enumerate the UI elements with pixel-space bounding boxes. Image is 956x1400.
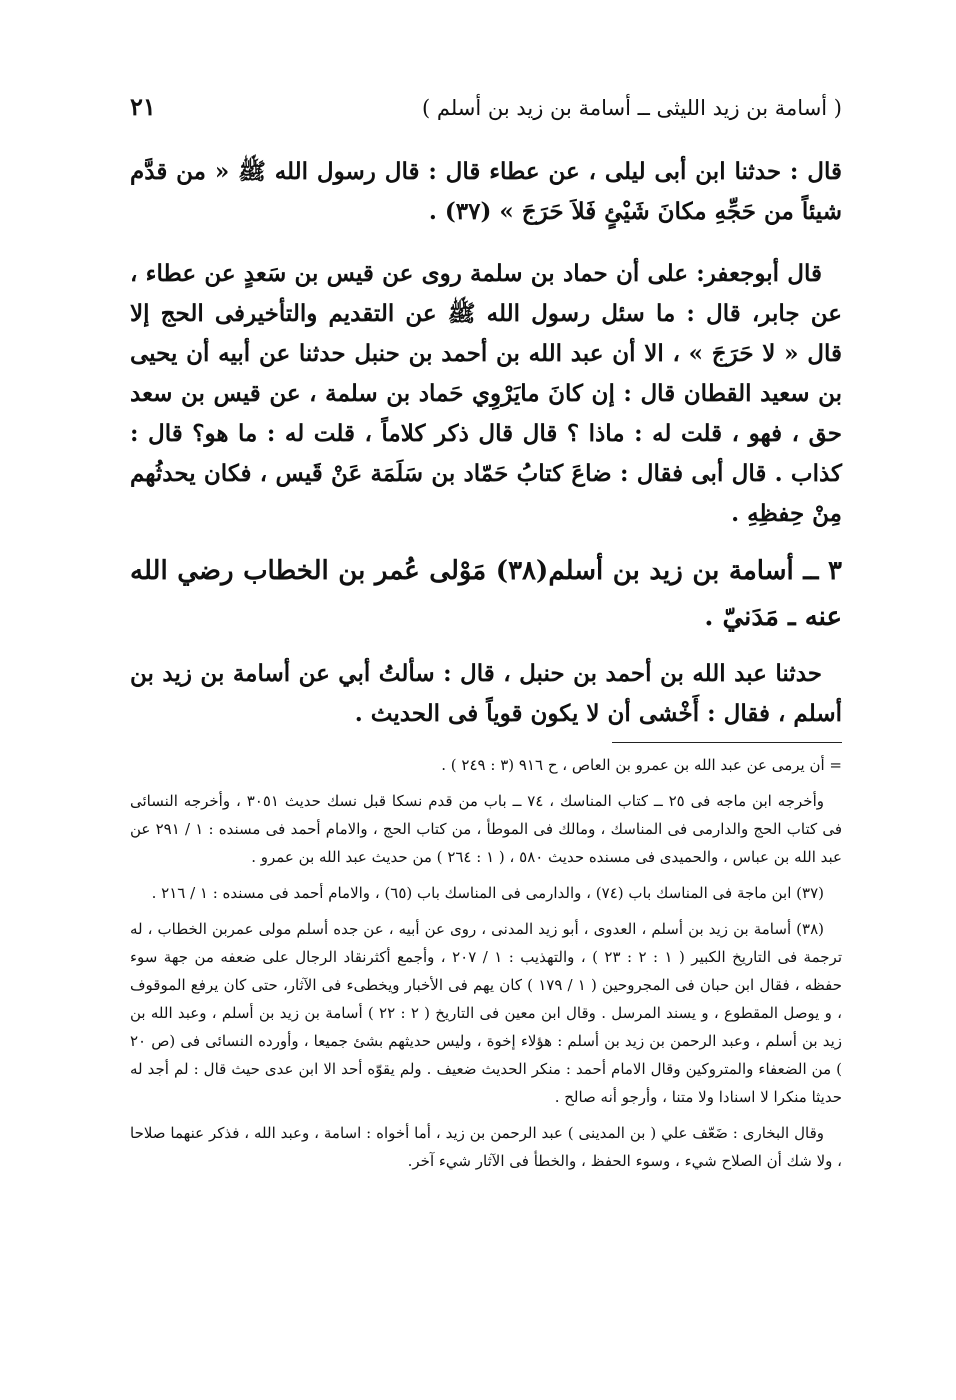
book-page xyxy=(130,92,842,1392)
page-number: ٢١ xyxy=(130,92,156,121)
paragraph-3: حدثنا عبد الله بن أحمد بن حنبل ، قال : سألتُ أبي عن أسامة بن زيد بن أسلم ، فقال : أَخْشى أن لا يكون قوياً فى الحديث . xyxy=(130,660,842,727)
footnote-37: (٣٧) ابن ماجة فى المناسك باب (٧٤) ، والدارمى فى المناسك باب (٦٥) ، والامام أحمد فى مسنده : ١ / ٢١٦ . xyxy=(151,884,824,902)
paragraph-2: قال أبوجعفر: على أن حماد بن سلمة روى عن قيس بن سَعدٍ عن عطاء ، عن جابر، قال : ما سئل رسول الله ﷺ عن التقديم والتأخيرفى الحج إلا قال « لا حَرَجَ » ، الا أن عبد الله بن أحمد بن حنبل حدثنا عن أبيه أن يحيى بن سعيد القطان قال : إن كانَ مايَرْوِي حَماد بن سلمة ، عن قيس بن سعد حق ، فهو ، قلت له : ماذا ؟ قال قال ذكر كلاماً ، قلت له : ما هو؟ قال : كذاب . قال أبى فقال : ضاعَ كتابُ حَمّاد بن سَلَمَة عَنْ قَيس ، فكان يحدثُهم مِنْ حِفظِهِ . xyxy=(130,260,842,527)
section-heading: ٣ ــ أسامة بن زيد بن أسلم(٣٨) مَوْلى عُمر بن الخطاب رضي الله عنه ـ مَدَنيّ . xyxy=(130,556,843,632)
footnote-takhrij: وأخرجه ابن ماجه فى ٢٥ ــ كتاب المناسك ، ٧٤ ــ باب من قدم نسكا قبل نسك حديث ٣٠٥١ ، وأخرجه النسائى فى كتاب الحج والدارمى فى المناسك ، ومالك فى الموطأ ، من كتاب الحج ، والامام أحمد فى مسنده : ١ / ٢٩١ عن عبد الله بن عباس ، والحميدى فى مسنده حديث ٥٨٠ ، ( ١ : ٢٦٤ ) من حديث عبد الله بن عمرو . xyxy=(130,792,842,866)
footnotes xyxy=(130,751,842,1175)
footnote-continuation: = أن يرمى عن عبد الله بن عمرو بن العاص ، ح ٩١٦ (٣ : ٢٤٩ ) . xyxy=(441,756,842,774)
page-header xyxy=(130,92,842,142)
main-text xyxy=(130,152,842,734)
footnote-divider xyxy=(612,742,842,743)
paragraph-1: قال : حدثنا ابن أبى ليلى ، عن عطاء قال : قال رسول الله ﷺ « من قدَّم شيئاً من حَجِّهِ مكانَ شَيْئٍ فَلاَ حَرَجَ » (٣٧) . xyxy=(130,158,842,225)
footnote-38: (٣٨) أسامة بن زيد بن أسلم ، العدوى ، أبو زيد المدنى ، روى عن أبيه ، عن جده أسلم مولى عمربن الخطاب ، له ترجمة فى التاريخ الكبير ( ١ : ٢ : ٢٣ ) ، والتهذيب : ١ / ٢٠٧ ، وأجمع أكثرنقاد الرجال على ضعفه من جهة سوء حفظه ، فقال ابن حبان فى المجروحين ( ١ / ١٧٩ ) كان يهم فى الأخبار ويخطىء فى الآثار، حتى كان يرفع الموقوف ، و يوصل المقطوع ، و يسند المرسل . وقال ابن معين فى التاريخ ( ٢ : ٢٢ ) أسامة بن زيد بن أسلم ، وعبد الله بن زيد بن أسلم ، وعبد الرحمن بن زيد بن أسلم : هؤلاء إخوة ، وليس حديثهم بشئ جميعا ، وأورده النسائى فى (ص ٢٠ ) من الضعفاء والمتروكين وقال الامام أحمد : منكر الحديث ضعيف . ولم يقوّه أحد الا ابن عدى حيث قال : لم أجد له حديثا منكرا لا اسنادا ولا متنا ، وأرجو أنه صالح . xyxy=(130,920,843,1106)
running-title: ( أسامة بن زيد الليثى ــ أسامة بن زيد بن أسلم ) xyxy=(421,96,842,120)
footnote-bukhari: وقال البخارى : ضَعّف علي ( بن المدينى ) عبد الرحمن بن زيد ، أما أخواه : اسامة ، وعبد الله ، فذكر عنهما صلاحا ، ولا شك أن الصلاح شيء ، وسوء الحفظ ، والخطأ فى الآثار شيء آخر. xyxy=(130,1124,842,1170)
